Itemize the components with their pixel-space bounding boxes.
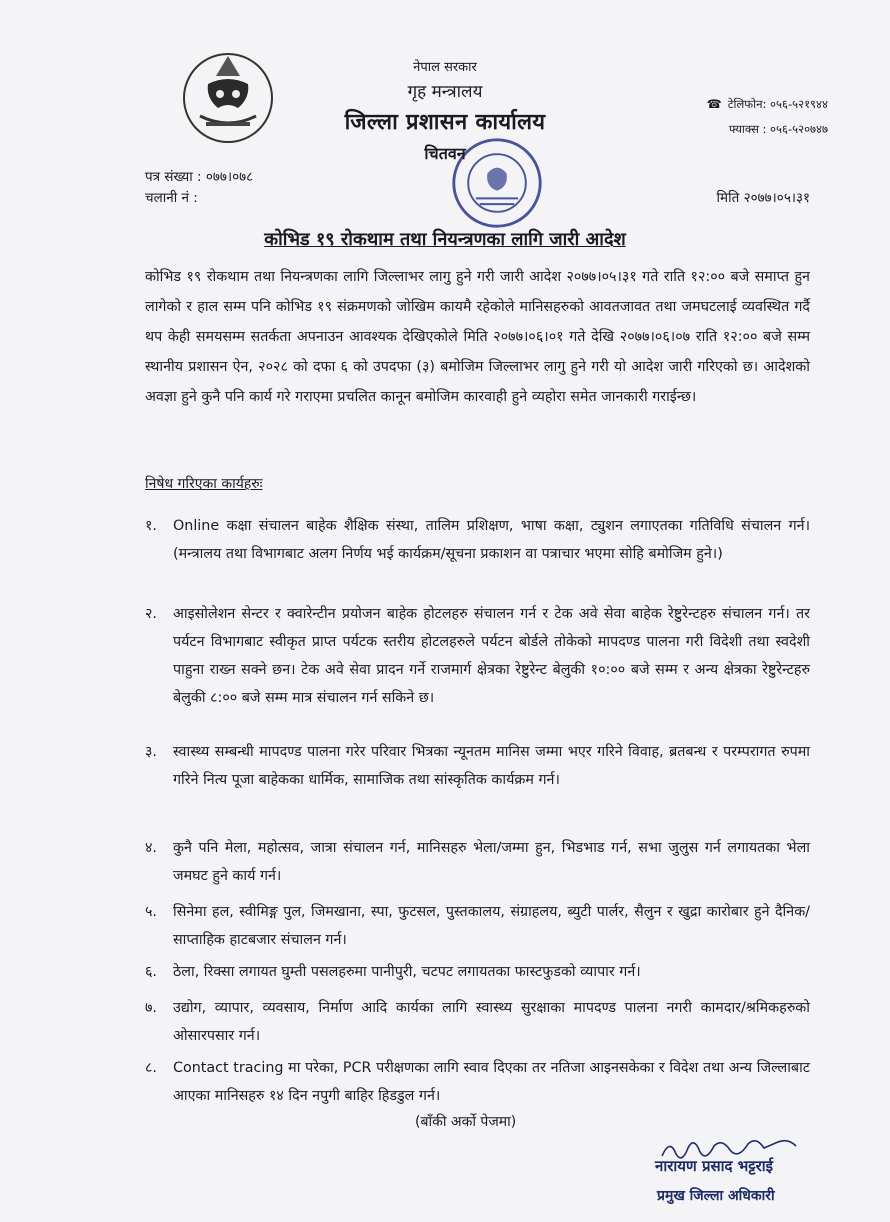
list-item-text: Contact tracing मा परेका, PCR परीक्षणका लागि स्वाव दिएका तर नतिजा आइनसकेका र विदेश तथा अन्य जिल्लाबाट आएका मानिसहरु १४ दिन नपुगी बाहिर हिडडुल गर्न।: [173, 1060, 810, 1104]
telephone-text: टेलिफोन: ०५६-५२१९४४: [727, 97, 828, 111]
list-item: [145, 834, 810, 890]
list-item-number: ८.: [145, 1060, 157, 1076]
list-item-text: Online कक्षा संचालन बाहेक शैक्षिक संस्था, तालिम प्रशिक्षण, भाषा कक्षा, ट्युशन लगाएतका गतिविधि संचालन गर्न। (मन्त्रालय तथा विभागबाट अलग निर्णय भई कार्यक्रम/सूचना प्रकाशन वा पत्राचार भएमा सोहि बमोजिम हुने।): [173, 518, 810, 562]
list-item: [145, 898, 810, 954]
intro-paragraph: कोभिड १९ रोकथाम तथा नियन्त्रणका लागि जिल्लाभर लागु हुने गरी जारी आदेश २०७७।०५।३१ गते राति १२:०० बजे समाप्त हुन लागेको र हाल सम्म पनि कोभिड १९ संक्रमणको जोखिम कायमै रहेकोले मानिसहरुको आवतजावत तथा जमघटलाई व्यवस्थित गर्दै थप केही समयसम्म सतर्कता अपनाउन आवश्यक देखिएकोले मिति २०७७।०६।०१ गते देखि २०७७।०६।०७ राति १२:०० बजे सम्म स्थानीय प्रशासन ऐन, २०२८ को दफा ६ को उपदफा (३) बमोजिम जिल्लाभर लागु हुने गरी यो आदेश जारी गरिएको छ। आदेशको अवज्ञा हुने कुनै पनि कार्य गरे गराएमा प्रचलित कानून बमोजिम कारवाही हुने व्यहोरा समेत जानकारी गराईन्छ।: [145, 269, 810, 405]
list-item-text: कुनै पनि मेला, महोत्सव, जात्रा संचालन गर्न, मानिसहरु भेला/जम्मा हुन, भिडभाड गर्न, सभा जुलुस गर्न लगायतका भेला जमघट हुने कार्य गर्न।: [173, 840, 810, 884]
fax-info: फ्याक्स : ०५६-५२०७४७: [729, 122, 828, 136]
telephone-info: [707, 97, 828, 112]
list-item: [145, 1054, 810, 1110]
list-item: [145, 958, 810, 986]
list-item-number: ५.: [145, 904, 157, 920]
subject-heading: कोभिड १९ रोकथाम तथा नियन्त्रणका लागि जारी आदेश: [264, 229, 626, 250]
reference-number: पत्र संख्या : ०७७।०७८: [145, 169, 254, 185]
office-name: जिल्ला प्रशासन कार्यालय: [344, 110, 546, 135]
telephone-icon: ☎: [706, 97, 722, 111]
list-item: [145, 512, 810, 568]
dispatch-number: चलानी नं :: [145, 190, 198, 206]
list-item-number: ७.: [145, 1000, 157, 1016]
list-item: [145, 600, 810, 712]
list-item-number: ३.: [145, 744, 157, 760]
government-name: नेपाल सरकार: [413, 60, 477, 75]
prohibited-activities-label: निषेध गरिएका कार्यहरुः: [145, 476, 263, 492]
list-item-text: उद्योग, व्यापार, व्यवसाय, निर्माण आदि कार्यका लागि स्वास्थ्य सुरक्षाका मापदण्ड पालना नगरी कामदार/श्रमिकहरुको ओसारपसार गर्न।: [173, 1000, 810, 1044]
list-item-number: ४.: [145, 840, 157, 856]
list-item-text: आइसोलेशन सेन्टर र क्वारेन्टीन प्रयोजन बाहेक होटलहरु संचालन गर्न र टेक अवे सेवा बाहेक रेष्टुरेन्टहरु संचालन गर्न। तर पर्यटन विभागबाट स्वीकृत प्राप्त पर्यटक स्तरीय होटलहरुले पर्यटन बोर्डले तोकेको मापदण्ड पालना गरी विदेशी तथा स्वदेशी पाहुना राख्न सक्ने छन। टेक अवे सेवा प्रादन गर्ने राजमार्ग क्षेत्रका रेष्टुरेन्ट बेलुकी १०:०० बजे सम्म र अन्य क्षेत्रका रेष्टुरेन्टहरु बेलुकी ८:०० बजे सम्म मात्र संचालन गर्न सकिने छ।: [173, 606, 810, 706]
signatory-title: प्रमुख जिल्ला अधिकारी: [657, 1188, 775, 1204]
list-item: [145, 738, 810, 794]
list-item-text: सिनेमा हल, स्वीमिङ्ग पुल, जिमखाना, स्पा, फुटसल, पुस्तकालय, संग्राहलय, ब्युटी पार्लर, सैलुन र खुद्रा कारोबार हुने दैनिक/साप्ताहिक हाटबजार संचालन गर्न।: [173, 904, 810, 948]
district-name: चितवन: [424, 144, 466, 163]
nepal-emblem-icon: [178, 46, 278, 146]
ministry-name: गृह मन्त्रालय: [407, 82, 483, 102]
list-item-text: स्वास्थ्य सम्बन्धी मापदण्ड पालना गरेर परिवार भित्रका न्यूनतम मानिस जम्मा भएर गरिने विवाह, ब्रतबन्ध र परम्परागत रुपमा गरिने नित्य पूजा बाहेकका धार्मिक, सामाजिक तथा सांस्कृतिक कार्यक्रम गर्न।: [173, 744, 810, 788]
continued-note: (बाँकी अर्को पेजमा): [415, 1114, 517, 1130]
list-item-number: १.: [145, 518, 157, 534]
list-item-number: २.: [145, 606, 157, 622]
list-item-number: ६.: [145, 964, 157, 980]
letter-date: मिति २०७७।०५।३१: [716, 190, 810, 206]
signatory-name: नारायण प्रसाद भट्टराई: [655, 1157, 774, 1175]
list-item: [145, 994, 810, 1050]
list-item-text: ठेला, रिक्सा लगायत घुम्ती पसलहरुमा पानीपुरी, चटपट लगायतका फास्टफुडको व्यापार गर्न।: [173, 964, 641, 980]
